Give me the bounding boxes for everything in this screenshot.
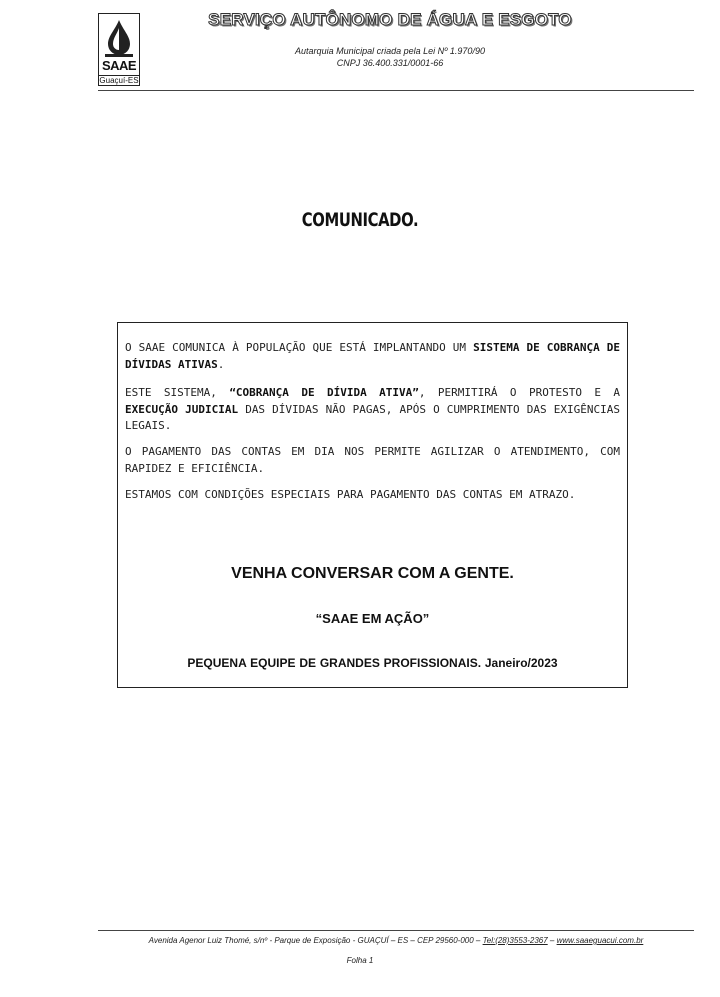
judicial-execution-highlight: EXECUÇÃO JUDICIAL <box>125 402 239 416</box>
notice-paragraph-4: ESTAMOS COM CONDIÇÕES ESPECIAIS PARA PAGAMENTO DAS CONTAS EM ATRAZO. <box>125 488 576 501</box>
page-number: Folha 1 <box>346 956 374 965</box>
logo-abbreviation: SAAE <box>101 58 137 73</box>
footer-website-link[interactable]: www.saaeguacui.com.br <box>556 936 644 945</box>
saae-logo <box>98 13 140 86</box>
slogan-team-date: PEQUENA EQUIPE DE GRANDES PROFISSIONAIS. Janeiro/2023 <box>187 656 558 670</box>
footer-phone-link[interactable]: Tel:(28)3553-2367 <box>482 936 548 945</box>
logo-city: Guaçuí-ES <box>99 76 139 85</box>
footer-divider <box>98 930 694 931</box>
document-title: COMUNICADO. <box>301 209 419 231</box>
notice-paragraph-2: ESTE SISTEMA, “COBRANÇA DE DÍVIDA ATIVA”, PERMITIRÁ O PROTESTO E A EXECUÇÃO JUDICIAL DAS DÍVIDAS NÃO PAGAS, APÓS O CUMPRIMENTO DAS EXIGÊNCIAS LEGAIS. <box>125 386 621 432</box>
slogan-saae-in-action: “SAAE EM AÇÃO” <box>315 611 430 626</box>
organization-cnpj: CNPJ 36.400.331/0001-66 <box>336 58 444 68</box>
organization-title: SERVIÇO AUTÔNOMO DE ÁGUA E ESGOTO <box>208 10 572 29</box>
debt-collection-highlight: “COBRANÇA DE DÍVIDA ATIVA” <box>229 386 419 399</box>
footer-address: Avenida Agenor Luiz Thomé, s/nº - Parque de Exposição - GUAÇUÍ – ES – CEP 29560-000 – <box>148 936 483 945</box>
header-divider <box>98 90 694 91</box>
footer-address-line: Avenida Agenor Luiz Thomé, s/nº - Parque de Exposição - GUAÇUÍ – ES – CEP 29560-000 – Tel:(28)3553-2367 – www.saaeguacui.com.br <box>148 936 644 945</box>
notice-paragraph-3: O PAGAMENTO DAS CONTAS EM DIA NOS PERMITE AGILIZAR O ATENDIMENTO, COM RAPIDEZ E EFICIÊNCIA. <box>125 445 620 475</box>
water-drop-icon <box>103 18 135 58</box>
notice-paragraph-1: O SAAE COMUNICA À POPULAÇÃO QUE ESTÁ IMPLANTANDO UM SISTEMA DE COBRANÇA DE DÍVIDAS ATIVAS. <box>125 341 621 371</box>
debt-system-highlight: SISTEMA DE COBRANÇA DE DÍVIDAS ATIVAS <box>125 341 621 371</box>
slogan-talk-to-us: VENHA CONVERSAR COM A GENTE. <box>231 565 514 582</box>
notice-box <box>117 322 628 688</box>
organization-law: Autarquia Municipal criada pela Lei Nº 1.970/90 <box>295 46 485 56</box>
